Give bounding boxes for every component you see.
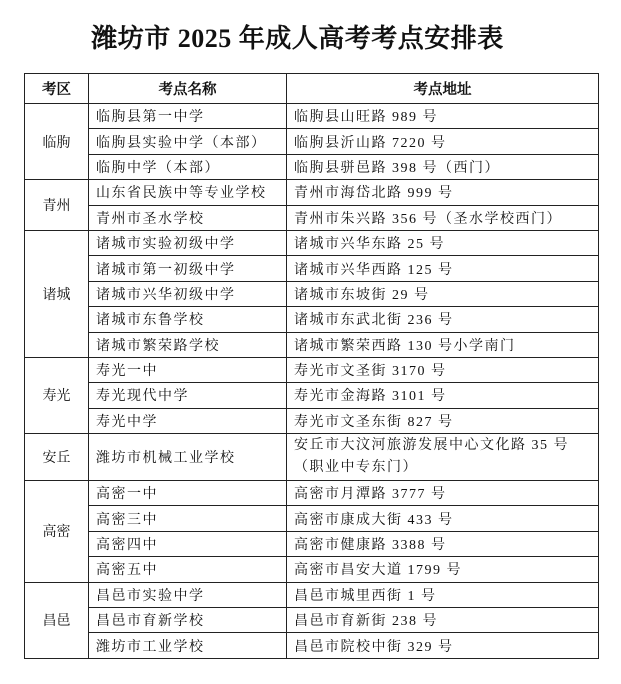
site-address-cell: 昌邑市育新街 238 号	[287, 608, 599, 633]
site-name-cell: 山东省民族中等专业学校	[89, 180, 287, 205]
site-name-cell: 寿光一中	[89, 357, 287, 382]
header-site-address: 考点地址	[287, 74, 599, 104]
district-cell: 临朐	[25, 104, 89, 180]
site-name-cell: 诸城市东鲁学校	[89, 307, 287, 332]
site-name-cell: 临朐中学（本部）	[89, 154, 287, 179]
site-name-cell: 青州市圣水学校	[89, 205, 287, 230]
site-name-cell: 高密五中	[89, 557, 287, 582]
district-cell: 昌邑	[25, 582, 89, 658]
table-row	[25, 256, 599, 281]
site-name-cell: 诸城市兴华初级中学	[89, 281, 287, 306]
site-address-cell: 昌邑市院校中街 329 号	[287, 633, 599, 658]
table-header-row	[25, 74, 599, 104]
table-row	[25, 481, 599, 506]
table-row	[25, 506, 599, 531]
site-address-cell: 寿光市文圣东街 827 号	[287, 408, 599, 433]
table-row	[25, 332, 599, 357]
site-name-cell: 潍坊市机械工业学校	[89, 434, 287, 481]
table-row	[25, 408, 599, 433]
table-row	[25, 307, 599, 332]
site-address-cell: 高密市康成大街 433 号	[287, 506, 599, 531]
site-address-cell: 安丘市大汶河旅游发展中心文化路 35 号（职业中专东门）	[287, 434, 599, 481]
table-row	[25, 154, 599, 179]
site-address-cell: 诸城市东坡街 29 号	[287, 281, 599, 306]
table-row	[25, 357, 599, 382]
table-row	[25, 434, 599, 481]
table-row	[25, 230, 599, 255]
table-row	[25, 180, 599, 205]
district-cell: 诸城	[25, 230, 89, 357]
site-name-cell: 寿光现代中学	[89, 383, 287, 408]
site-name-cell: 高密三中	[89, 506, 287, 531]
site-address-cell: 临朐县山旺路 989 号	[287, 104, 599, 129]
site-name-cell: 潍坊市工业学校	[89, 633, 287, 658]
site-address-cell: 诸城市东武北街 236 号	[287, 307, 599, 332]
site-address-cell: 诸城市繁荣西路 130 号小学南门	[287, 332, 599, 357]
site-name-cell: 诸城市繁荣路学校	[89, 332, 287, 357]
site-address-cell: 高密市昌安大道 1799 号	[287, 557, 599, 582]
district-cell: 青州	[25, 180, 89, 231]
exam-site-table	[24, 73, 599, 659]
site-address-cell: 青州市海岱北路 999 号	[287, 180, 599, 205]
site-address-cell: 昌邑市城里西街 1 号	[287, 582, 599, 607]
site-name-cell: 诸城市第一初级中学	[89, 256, 287, 281]
table-row	[25, 205, 599, 230]
site-name-cell: 高密四中	[89, 531, 287, 556]
site-name-cell: 高密一中	[89, 481, 287, 506]
district-cell: 安丘	[25, 434, 89, 481]
site-address-cell: 诸城市兴华西路 125 号	[287, 256, 599, 281]
site-name-cell: 昌邑市实验中学	[89, 582, 287, 607]
site-address-cell: 临朐县骈邑路 398 号（西门）	[287, 154, 599, 179]
site-address-cell: 寿光市金海路 3101 号	[287, 383, 599, 408]
site-address-cell: 临朐县沂山路 7220 号	[287, 129, 599, 154]
table-row	[25, 104, 599, 129]
site-address-cell: 高密市月潭路 3777 号	[287, 481, 599, 506]
table-row	[25, 281, 599, 306]
site-address-cell: 寿光市文圣街 3170 号	[287, 357, 599, 382]
table-row	[25, 557, 599, 582]
site-name-cell: 临朐县第一中学	[89, 104, 287, 129]
site-address-cell: 高密市健康路 3388 号	[287, 531, 599, 556]
site-name-cell: 临朐县实验中学（本部）	[89, 129, 287, 154]
table-row	[25, 608, 599, 633]
district-cell: 寿光	[25, 357, 89, 433]
site-name-cell: 寿光中学	[89, 408, 287, 433]
header-district: 考区	[25, 74, 89, 104]
header-site-name: 考点名称	[89, 74, 287, 104]
district-cell: 高密	[25, 481, 89, 583]
site-name-cell: 诸城市实验初级中学	[89, 230, 287, 255]
document-title: 潍坊市 2025 年成人高考考点安排表	[91, 24, 504, 53]
table-row	[25, 531, 599, 556]
table-row	[25, 129, 599, 154]
table-row	[25, 582, 599, 607]
site-address-cell: 青州市朱兴路 356 号（圣水学校西门）	[287, 205, 599, 230]
site-name-cell: 昌邑市育新学校	[89, 608, 287, 633]
site-address-cell: 诸城市兴华东路 25 号	[287, 230, 599, 255]
table-row	[25, 383, 599, 408]
table-row	[25, 633, 599, 658]
